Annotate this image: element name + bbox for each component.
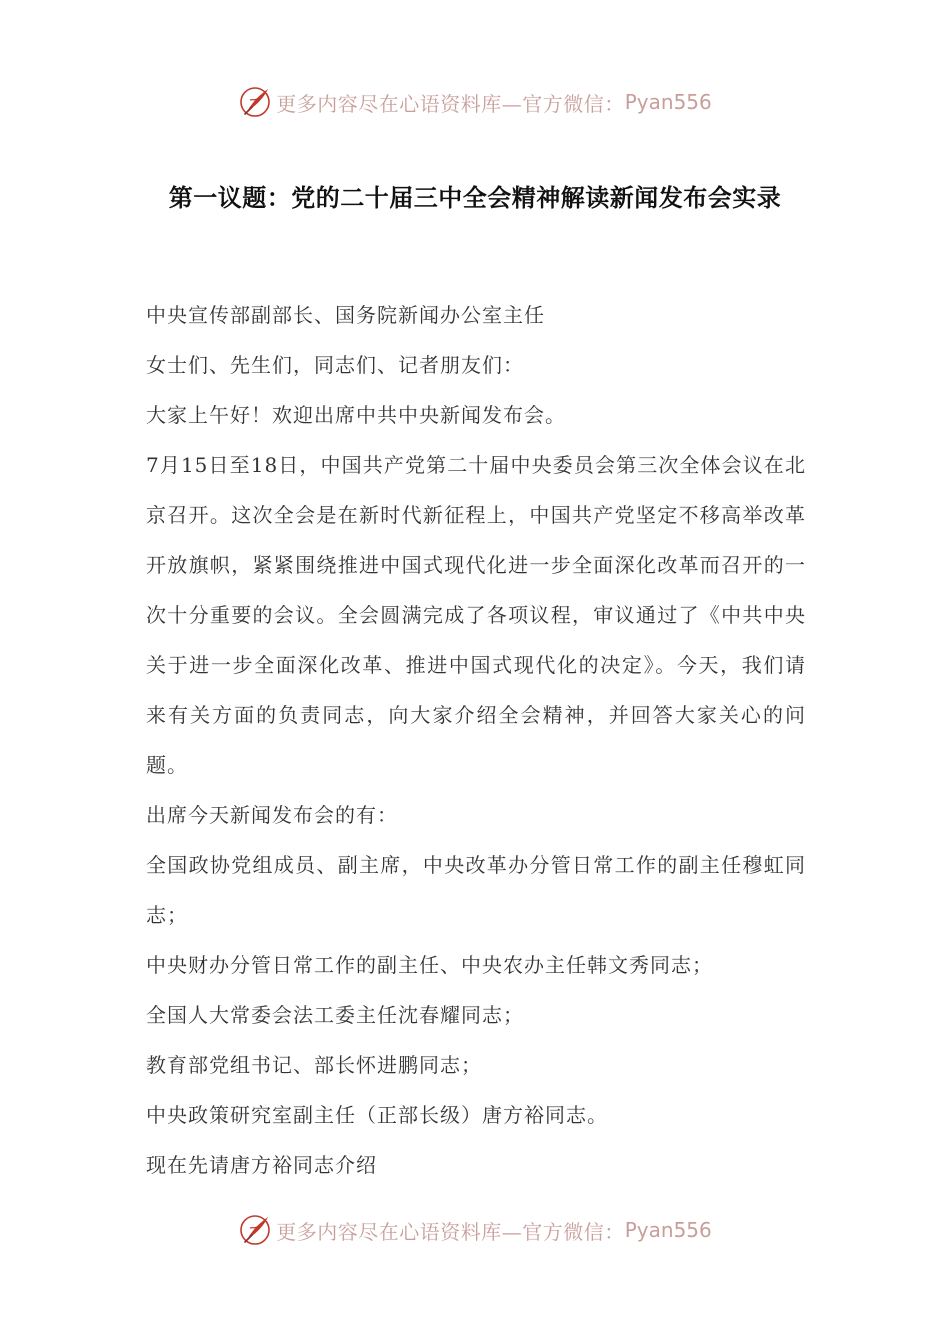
- feather-pen-logo-icon: [238, 1213, 272, 1247]
- header-banner-text: 更多内容尽在心语资料库—官方微信：: [276, 91, 625, 116]
- footer-banner-account: Pyan556: [624, 1218, 712, 1242]
- paragraph: 全国政协党组成员、副主席，中央改革办分管日常工作的副主任穆虹同志；: [146, 853, 806, 927]
- header-banner-account: Pyan556: [624, 90, 712, 114]
- document-title: 第一议题：党的二十届三中全会精神解读新闻发布会实录: [168, 183, 782, 212]
- paragraph: 大家上午好！欢迎出席中共中央新闻发布会。: [146, 403, 566, 427]
- header-banner-content: [238, 85, 712, 119]
- paragraph: 现在先请唐方裕同志介绍: [146, 1153, 377, 1177]
- feather-pen-logo-icon: [238, 85, 272, 119]
- paragraph: 中央宣传部副部长、国务院新闻办公室主任: [146, 303, 545, 327]
- paragraph: 中央财办分管日常工作的副主任、中央农办主任韩文秀同志；: [146, 953, 713, 977]
- paragraph: 女士们、先生们，同志们、记者朋友们：: [146, 353, 524, 377]
- paragraph: 中央政策研究室副主任（正部长级）唐方裕同志。: [146, 1103, 608, 1127]
- footer-banner: [0, 1210, 950, 1250]
- footer-banner-content: [238, 1213, 712, 1247]
- footer-banner-text: 更多内容尽在心语资料库—官方微信：: [276, 1219, 625, 1244]
- paragraph: 全国人大常委会法工委主任沈春耀同志；: [146, 1003, 524, 1027]
- paragraph: 教育部党组书记、部长怀进鹏同志；: [146, 1053, 482, 1077]
- paragraph: 7月15日至18日，中国共产党第二十届中央委员会第三次全体会议在北京召开。这次全会是在新时代新征程上，中国共产党坚定不移高举改革开放旗帜，紧紧围绕推进中国式现代化进一步全面深化改革而召开的一次十分重要的会议。全会圆满完成了各项议程，审议通过了《中共中央关于进一步全面深化改革、推进中国式现代化的决定》。今天，我们请来有关方面的负责同志，向大家介绍全会精神，并回答大家关心的问题。: [146, 453, 806, 777]
- document-body: [146, 290, 806, 1190]
- paragraph: 出席今天新闻发布会的有：: [146, 803, 398, 827]
- header-banner: [0, 82, 950, 122]
